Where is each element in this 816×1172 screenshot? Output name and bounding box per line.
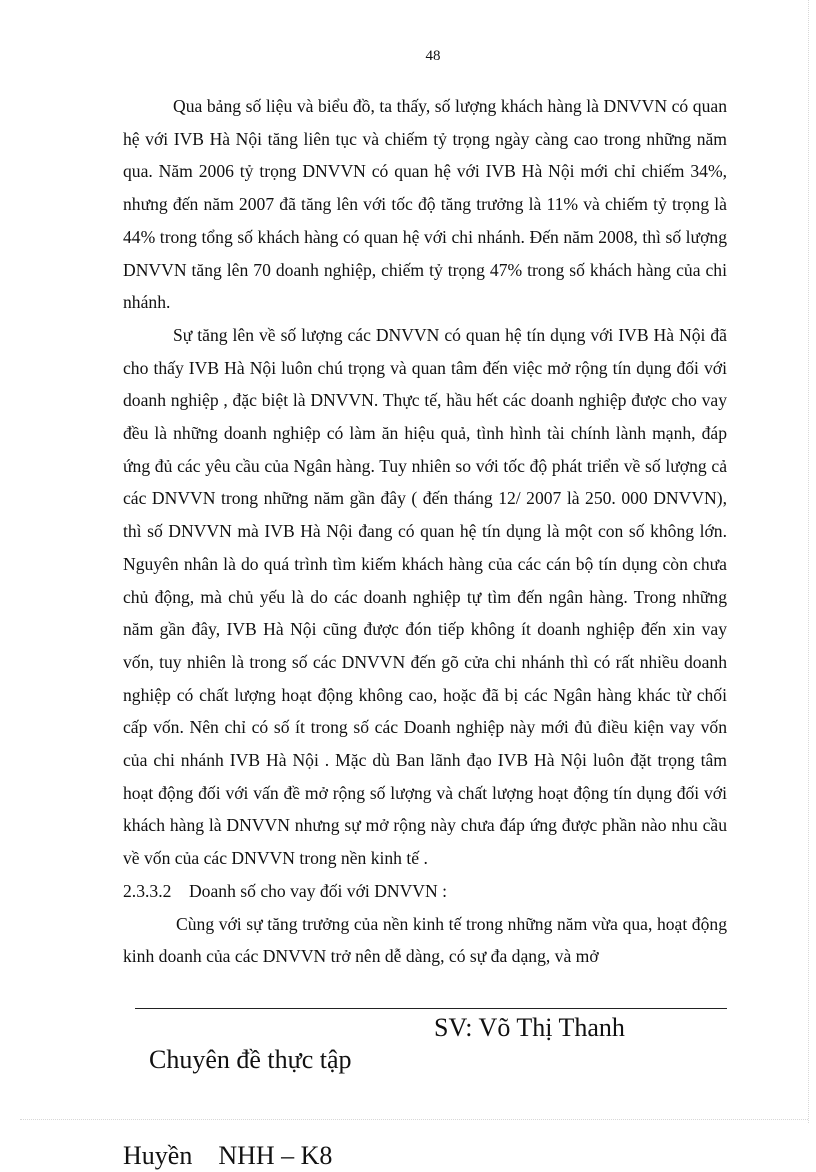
section-heading: 2.3.3.2 Doanh số cho vay đối với DNVVN : <box>123 880 448 901</box>
footer-divider <box>135 1008 727 1009</box>
footer-line-1 <box>123 1012 743 1140</box>
paragraph-loan-turnover: Cùng với sự tăng trưởng của nền kinh tế trong những năm vừa qua, hoạt động kinh doanh của các DNVVN trở nên dễ dàng, có sự đa dạng, và mở <box>123 913 727 967</box>
page-right-border <box>808 0 809 1123</box>
footer <box>123 1012 743 1172</box>
footer-line-2: Huyền NHH – K8 <box>123 1141 333 1170</box>
document-body <box>123 90 727 973</box>
paragraph-credit-expansion: Sự tăng lên về số lượng các DNVVN có quan hệ tín dụng với IVB Hà Nội đã cho thấy IVB Hà Nội luôn chú trọng và quan tâm đến việc mở rộng tín dụng đối với doanh nghiệp , đặc biệt là DNVVN. Thực tế, hầu hết các doanh nghiệp được cho vay đều là những doanh nghiệp có làm ăn hiệu quả, tình hình tài chính lành mạnh, đáp ứng đủ các yêu cầu của Ngân hàng. Tuy nhiên so với tốc độ phát triển về số lượng cả các DNVVN trong những năm gần đây ( đến tháng 12/ 2007 là 250. 000 DNVVN), thì số DNVVN mà IVB Hà Nội đang có quan hệ tín dụng là một con số không lớn. Nguyên nhân là do quá trình tìm kiếm khách hàng của các cán bộ tín dụng còn chưa chủ động, mà chủ yếu là do các doanh nghiệp tự tìm đến ngân hàng. Trong những năm gần đây, IVB Hà Nội cũng được đón tiếp không ít doanh nghiệp đến xin vay vốn, tuy nhiên là trong số các DNVVN đến gõ cửa chi nhánh thì có rất nhiều doanh nghiệp có chất lượng hoạt động không cao, hoặc đã bị các Ngân hàng khác từ chối cấp vốn. Nên chỉ có số ít trong số các Doanh nghiệp này mới đủ điều kiện vay vốn của chi nhánh IVB Hà Nội . Mặc dù Ban lãnh đạo IVB Hà Nội luôn đặt trọng tâm hoạt động đối với vấn đề mở rộng số lượng và chất lượng hoạt động tín dụng đối với khách hàng là DNVVN nhưng sự mở rộng này chưa đáp ứng được phần nào nhu cầu về vốn của các DNVVN trong nền kinh tế . <box>123 324 727 869</box>
footer-topic: Chuyên đề thực tập <box>149 1045 352 1074</box>
paragraph-customer-count: Qua bảng số liệu và biểu đồ, ta thấy, số lượng khách hàng là DNVVN có quan hệ với IVB Hà Nội tăng liên tục và chiếm tỷ trọng ngày càng cao trong những năm qua. Năm 2006 tỷ trọng DNVVN có quan hệ với IVB Hà Nội mới chỉ chiếm 34%, nhưng đến năm 2007 đã tăng lên với tốc độ tăng trưởng là 11% và chiếm tỷ trọng là 44% trong tổng số khách hàng có quan hệ với chi nhánh. Đến năm 2008, thì số lượng DNVVN tăng lên 70 doanh nghiệp, chiếm tỷ trọng 47% trong số khách hàng của chi nhánh. <box>123 96 727 313</box>
page-number: 48 <box>425 48 441 64</box>
page-bottom-border <box>20 1119 808 1120</box>
footer-student: SV: Võ Thị Thanh <box>434 1013 625 1042</box>
